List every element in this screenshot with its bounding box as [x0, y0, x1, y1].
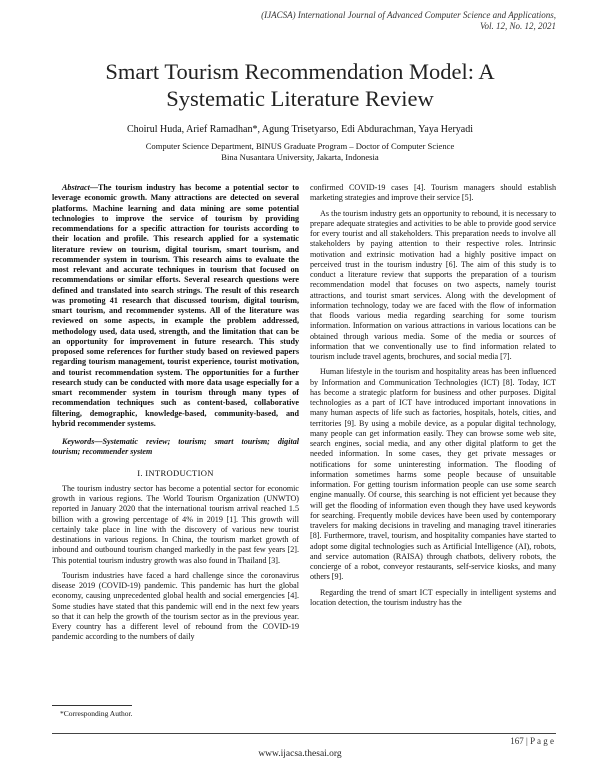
abstract-text: —The tourism industry has become a potential sector to leverage economic growth. Many attractions are detected on several platforms. Machine learning and data mining are some potential technologies to improve the service of tourism by providing recommendations for a specific attraction for tourists according to their location and profile. This research applied for a systematic literature review on tourism, digital tourism, smart tourism, and recommender system in tourism. This research aims to evaluate the most relevant and accurate techniques in tourism that focused on recommendations or similar efforts. Several research questions were defined and translated into search strings. The result of this research was promoting 41 research that discussed tourism, digital tourism, smart tourism, and recommender systems. All of the literature was reviewed on some aspects, in example the problem addressed, methodology used, data used, strength, and the limitation that can be an opportunity for improvement in future research. This study proposed some references for further study based on reviewed papers regarding tourism management, tourist experience, tourist motivation, and tourist recommendation system. The opportunities for a further research study can be conducted with more data usage especially for a smart recommender system in tourism through many types of recommendation techniques such as content-based, collaborative filtering, demographic, knowledge-based, community-based, and hybrid recommender systems. — [52, 183, 299, 428]
paper-title-line-2: Systematic Literature Review — [166, 86, 434, 111]
affiliation-line-1: Computer Science Department, BINUS Graduate Program – Doctor of Computer Science — [145, 141, 455, 151]
body-paragraph: Human lifestyle in the tourism and hospitality areas has been influenced by Information and Communication Technologies (ICT) [8]. Today, ICT has become a strategic platform for business and other purposes. Digital technologies as a part of ICT have introduced important innovations in many human aspects of life such as factories, hospitals, hotels, cities, and territories [9]. By using a mobile device, as a popular digital technology, many people can get information easily. They can browse some web site, search engines, social media, and any other digital platform to get the needed information. In some cases, they get private messages or notifications for some uninteresting information. The flooding of information sometimes harms some people because of unsuitable information. For getting tourism information people can use some search engine manually. Of course, this searching is not efficient yet because they will get the flooding of information even though they have used keywords for searching. Frequently mobile devices have been used by contemporary travelers for making decisions in traveling and managing travel itineraries [8]. Furthermore, travel, tourism, and hospitality companies have started to adopt some digital technologies such as Artificial Intelligence (AI), robots, and service automation (RAISA) through chatbots, delivery robots, the concierge of a robot, conveyor restaurants, self-service kiosks, and many others [9]. — [310, 367, 556, 582]
abstract — [52, 183, 299, 429]
right-column — [310, 183, 556, 613]
journal-header — [136, 10, 556, 32]
author-list: Choirul Huda, Arief Ramadhan*, Agung Trisetyarso, Edi Abdurachman, Yaya Heryadi — [126, 124, 474, 135]
page-number: 167 | P a g e — [510, 736, 554, 746]
footer-divider — [52, 733, 556, 734]
body-paragraph: The tourism industry sector has become a potential sector for economic growth in various regions. The World Tourism Organization (UNWTO) reported in January 2020 that the international tourism arrival reached 1.5 billion with a growing percentage of 4% in 2019 [1]. This growth will certainly take place in line with the discovery of various new tourist destinations in various regions. In China, the tourism market growth of inbound and outbound tourism changed markedly in the past few years [2]. This potential tourism industry growth was also found in Thailand [3]. — [52, 483, 299, 565]
body-paragraph: confirmed COVID-19 cases [4]. Tourism managers should establish marketing strategies and improve their service [5]. — [310, 183, 556, 203]
paper-title-line-1: Smart Tourism Recommendation Model: A — [105, 59, 495, 84]
affiliation — [40, 141, 560, 162]
body-paragraph: As the tourism industry gets an opportunity to rebound, it is necessary to prepare adequate strategies and activities to be able to provide good service for every tourist and all stakeholders. This preparation needs to involve all stakeholders by paying attention to their respective roles. Intrinsic motivation and extrinsic motivation had a highly positive impact on perceived trust in the tourism industry [6]. The aim of this study is to conduct a literature review that supports the preparation of a tourism recommendation model that focuses on two aspects, namely tourist attractions, and tourist smart services. Along with the development of information technology, today we are faced with the flow of information that floods various media regarding searching for some tourism information. Information on various attractions in various locations can be obtained through various media. Some of the media or sources of information that we conventionally use to find information related to tourism include travel agents, brochures, and social media [7]. — [310, 208, 556, 361]
body-paragraph: Regarding the trend of smart ICT especially in intelligent systems and location detection, the tourism industry has the — [310, 587, 556, 607]
footer-url: www.ijacsa.thesai.org — [258, 749, 342, 759]
keywords: Keywords—Systematic review; tourism; smart tourism; digital tourism; recommender system — [52, 437, 299, 457]
body-paragraph: Tourism industries have faced a hard challenge since the coronavirus disease 2019 (COVID-19) pandemic. This pandemic has hurt the global economy, causing unprecedented global health and social emergencies [4]. Some studies have stated that this pandemic will end in the next few years so that it can help the growth of the tourism sector as in the previous year. Every country has a different level of rebound from the COVID-19 pandemic according to the numbers of daily — [52, 570, 299, 642]
footnote-divider — [52, 705, 132, 706]
section-heading: I. INTRODUCTION — [137, 467, 214, 478]
journal-volume: Vol. 12, No. 12, 2021 — [479, 21, 556, 31]
corresponding-author-footnote: *Corresponding Author. — [60, 709, 133, 718]
affiliation-line-2: Bina Nusantara University, Jakarta, Indonesia — [221, 151, 379, 162]
left-column — [52, 183, 299, 648]
journal-name: (IJACSA) International Journal of Advanced Computer Science and Applications, — [261, 10, 556, 20]
abstract-lead: Abstract — [62, 183, 90, 192]
paper-title — [40, 58, 560, 112]
